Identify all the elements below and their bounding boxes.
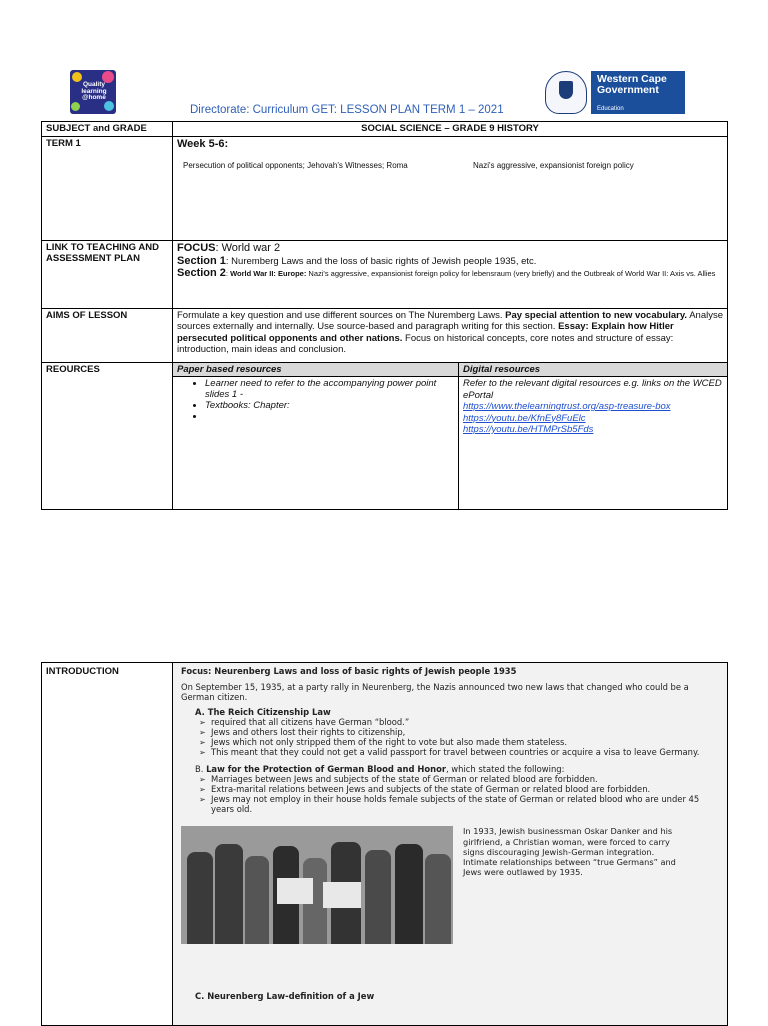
introduction-content [173, 663, 727, 1025]
list-item: ➢ Jews and others lost their rights to citizenship, [211, 728, 719, 738]
focus-value: : World war 2 [215, 241, 281, 254]
list-item: ➢ Jews which not only stripped them of the right to vote but also made them stateless. [211, 738, 719, 748]
week-heading: Week 5-6: [177, 137, 229, 150]
logo-text-line: Quality [82, 81, 106, 88]
section-b-list [181, 775, 719, 814]
aims-text: Formulate a key question and use different sources on The Nuremberg Laws. [177, 309, 506, 321]
resources-label: REOURCES [42, 362, 173, 510]
aims-text: Analyse sources externally and internally. Use source-based and paragraph writing for this section. [177, 309, 723, 332]
aims-text: Focus on historical concepts, core notes and structure of essay: introduction, main ideas and conclusion. [177, 332, 674, 355]
term-label: TERM 1 [42, 136, 173, 240]
intro-paragraph: On September 15, 1935, at a party rally in Neurenberg, the Nazis announced two new laws that changed who could be a German citizen. [181, 681, 689, 702]
digital-resources-heading: Digital resources [459, 362, 728, 377]
term-topic-left: Persecution of political opponents; Jehovah's Witnesses; Roma [183, 161, 408, 170]
lesson-plan-table [41, 121, 728, 510]
historical-photo [181, 826, 453, 944]
logo-title-line: Government [597, 84, 659, 96]
resource-link[interactable]: https://youtu.be/HTMPrSb5Fds [463, 424, 594, 435]
western-cape-government-logo [545, 71, 685, 114]
subject-label: SUBJECT and GRADE [42, 122, 173, 137]
section1-label: Section 1 [177, 254, 226, 267]
digital-resources-cell [459, 377, 728, 510]
section1-value: : Nuremberg Laws and the loss of basic rights of Jewish people 1935, etc. [225, 255, 537, 267]
aims-label: AIMS OF LESSON [42, 308, 173, 362]
resource-link[interactable]: https://youtu.be/KfnEy8FuElc [463, 412, 586, 424]
aims-bold: Essay: Explain how Hitler persecuted political opponents and other nations. [177, 321, 674, 344]
section-b-title: B. Law for the Protection of German Blood and Honor, which stated the following: [195, 764, 565, 775]
introduction-table [41, 662, 728, 1026]
paper-resources-cell [173, 377, 459, 510]
term-topic-right: Nazi's aggressive, expansionist foreign policy [473, 161, 634, 170]
list-item [205, 411, 454, 422]
photo-caption: In 1933, Jewish businessman Oskar Danker and his girlfriend, a Christian woman, were forced to carry signs discouraging Jewish-German integration. Intimate relationships between “true Germans” and Jews were outlawed by 1935. [463, 826, 676, 878]
coat-of-arms-icon [545, 71, 587, 114]
list-item: ➢ Marriages between Jews and subjects of the state of German or related blood are forbidden. [211, 775, 719, 785]
list-item: ➢ Extra-marital relations between Jews and subjects of the state of German or related blood are forbidden. [211, 785, 719, 795]
link-cell: FOCUS: World war 2 Section 1: Nuremberg Laws and the loss of basic rights of Jewish people 1935, etc. Section 2: World War II: Europe: Nazi's aggressive, expansionist foreign policy for lebensraum (very briefly) and the Outbreak of World War II: Axis vs. Allies [173, 240, 728, 308]
list-item: ➢ This meant that they could not get a valid passport for travel between countries or acquire a visa to leave Germany. [211, 748, 719, 758]
logo-text-line: @home [82, 94, 106, 101]
list-item: ➢ required that all citizens have German “blood.” [211, 718, 719, 728]
section2-value: Nazi's aggressive, expansionist foreign policy for lebensraum (very briefly) and the Outbreak of World War II: Axis vs. Allies [306, 268, 716, 278]
logo-text-line: learning [81, 87, 107, 95]
section-a-title: A. The Reich Citizenship Law [195, 707, 331, 718]
list-item: ➢ Jews may not employ in their house holds female subjects of the state of German or related blood who are under 45 years old. [211, 795, 719, 815]
introduction-label: INTRODUCTION [42, 663, 173, 1026]
directorate-title: Directorate: Curriculum GET: LESSON PLAN TERM 1 – 2021 [190, 104, 504, 116]
list-item: • Learner need to refer to the accompanying power point slides 1 - [205, 378, 454, 400]
section2-bold: World War II: Europe: [230, 268, 307, 278]
list-item: • Textbooks: Chapter: [205, 400, 454, 411]
section-c-title: C. Neurenberg Law-definition of a Jew [195, 991, 375, 1002]
section2-label: Section 2 [177, 266, 226, 279]
link-label: LINK TO TEACHING AND ASSESSMENT PLAN [42, 240, 173, 308]
term-cell [173, 136, 728, 240]
subject-value: SOCIAL SCIENCE – GRADE 9 HISTORY [173, 122, 728, 137]
aims-cell [173, 308, 728, 362]
section-a-list [181, 718, 719, 757]
focus-label: FOCUS [177, 241, 216, 254]
intro-focus: Focus: Neurenberg Laws and loss of basic rights of Jewish people 1935 [181, 666, 517, 676]
aims-bold: Pay special attention to new vocabulary. [505, 309, 688, 321]
paper-resources-heading: Paper based resources [173, 362, 459, 377]
resource-link[interactable]: https://www.thelearningtrust.org/asp-treasure-box [463, 401, 671, 412]
logo-title-line: Western Cape [597, 73, 667, 85]
logo-subtitle: Education [597, 106, 624, 112]
quality-learning-logo [70, 70, 116, 114]
digital-resources-text: Refer to the relevant digital resources e.g. links on the WCED ePortal [463, 378, 722, 401]
